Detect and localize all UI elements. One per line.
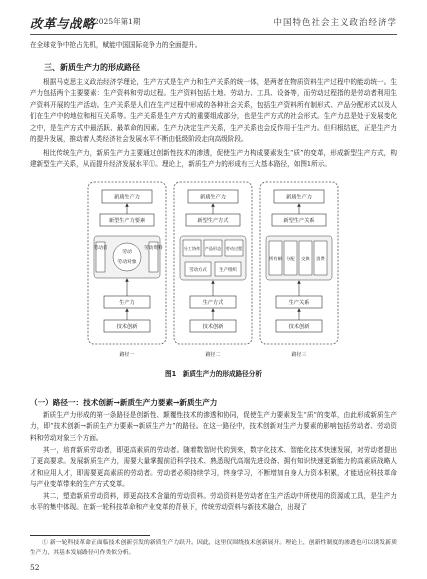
path-1-footer: 路径一 [119,352,135,358]
section-heading: 三、新质生产力的形成路径 [44,63,140,72]
path-1-bottom: 技术创新 [116,324,138,330]
journal-logo: 改革与战略 [30,16,96,31]
footnote-rule [30,535,150,536]
footnote: ① 新一轮科技革命正面临技术创新引发的新质生产力跃升。因此，这里仅围绕技术创新展开。理论上，创新性制度的渗透也可以诱发新质生产力，其基本发展路径可作类似分析。 [30,540,397,556]
path-2-lower-2: 生产组织 [219,268,237,273]
path-3-box-3: 交换 [301,256,310,261]
paragraph-3: 新质生产力形成的第一条路径是创新性、颠覆性技术的渗透和协同，促使生产力要素发生“质”的变革，由此形成新质生产力，即“技术创新→新质生产力要素→新质生产力”的路径。在这一路径中，技术创新对生产力要素的影响包括劳动者、劳动资料和劳动对象三个方面。 [30,411,397,442]
path-3-mid: 新型生产关系 [283,218,315,224]
path-3-bottom-mid: 生产关系 [288,300,310,306]
path-2-box-1: 分工协作 [183,246,201,251]
path-3-footer: 路径三 [291,352,307,358]
path-1-mid: 新型生产力要素 [108,218,146,224]
subsection-heading: （一）路径一：技术创新→新质生产力要素→新质生产力 [30,398,218,407]
path-2-footer: 路径二 [205,352,221,358]
running-header [30,14,397,36]
paragraph-4: 其一，培育新质劳动者，即更高素质的劳动者。随着数智时代的到来，数字化技术、智能化技术快速发展，对劳动者提出了更高要求。发展新质生产力，需要大量掌握前沿科学技术、熟悉现代高端先进设备、拥有知识快速更新能力的高素质战略人才和应用人才，即需要更高素质的劳动者。劳动者必须持续学习，终身学习，不断增加自身人力资本积累，才能适应科技革命与产业变革带来的生产方式变革。 [30,446,397,489]
journal-section-title: 中国特色社会主义政治经济学 [273,18,397,28]
path-1-panel [88,182,166,358]
path-2-top: 新质生产力 [200,194,226,201]
issue-number: 2025年第1期 [94,17,141,26]
path-2-box-3: 劳动过程 [225,246,243,251]
path-3-box-1: 所有制 [269,256,282,261]
path-2-mid: 新型生产方式 [197,218,229,224]
path-2-lower-1: 劳动方式 [189,268,207,273]
paragraph-2: 相比传统生产力，新质生产力主要通过创新性技术的渗透，促使生产力构成要素发生“质”的变革，形成新型生产方式，构建新型生产关系，从而提升经济发展水平①。理论上，新质生产力的形成有三大基本路径，如图1所示。 [30,149,397,169]
header-rule [30,34,397,35]
path-2-panel [174,182,252,358]
path-1-center-label: 劳动对象 [117,260,137,265]
figure-caption: 图1 新质生产力的形成路径分析 [165,370,262,378]
path-2-bottom-mid: 生产方式 [202,300,224,306]
path-1-bottom-mid: 生产力 [119,300,135,306]
paragraph-5: 其二，塑造新质劳动资料，即更高技术含量的劳动资料。劳动资料是劳动者在生产活动中所使用的资源或工具，是生产力水平的集中体现。在新一轮科技革命和产业变革的背景下，传统劳动资料与新技术融合，出现了 [30,492,397,512]
figure-1 [86,178,340,364]
path-3-bottom: 技术创新 [288,324,310,330]
paragraph-1: 根据马克思主义政治经济学理论，生产方式是生产力和生产关系的统一体，是两者在物质资料生产过程中的能动统一。生产力包括两个主要要素：生产资料和劳动过程。生产资料包括土地、劳动力、工具、设备等，而劳动过程指的是劳动者利用生产资料开展的生产活动。生产关系是人们在生产过程中形成的各种社会关系，包括生产资料所有制形式、产品分配形式以及人们在生产中的地位和相互关系等。生产关系是生产方式的重要组成部分，也是生产方式的社会形式。生产力总是处于发展变化之中，是生产方式中最活跃、最革命的因素。生产力决定生产关系，生产关系也会反作用于生产力。但归根结底，正是生产力的提升发展，推动着人类经济社会发展水平不断由低级阶段走向高级阶段。 [30,78,397,144]
paragraph-continued: 在全球竞争中抢占先机，赋能中国国际竞争力的全面提升。 [30,41,202,49]
path-2-box-2: 产品形态 [204,246,222,251]
path-3-box-4: 消费 [316,256,325,261]
page-number: 52 [30,563,40,572]
figure-1-diagram [86,178,340,364]
path-3-top: 新质生产力 [286,194,312,201]
path-3-panel [260,182,338,358]
path-1-side-right: 劳动资料 [144,246,163,251]
path-1-side-left: 劳动者 [93,246,108,251]
path-1-top: 新质生产力 [114,194,140,201]
path-1-center-top: 劳动 [122,250,132,255]
path-3-box-2: 分配 [286,256,295,261]
path-2-bottom: 技术创新 [202,324,224,330]
